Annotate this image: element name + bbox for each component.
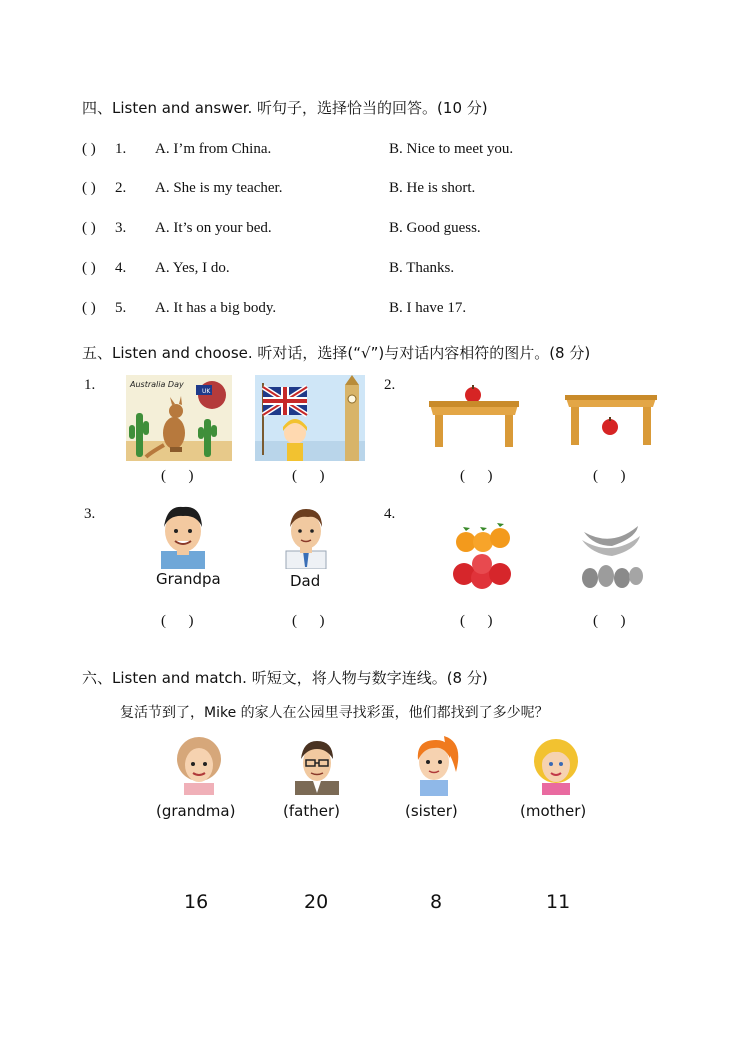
answer-blank-1a[interactable]: ( ) <box>161 468 194 484</box>
option-a: A. Yes, I do. <box>155 260 230 276</box>
answer-blank-1b[interactable]: ( ) <box>292 468 325 484</box>
answer-blank[interactable]: ( ) <box>82 300 96 316</box>
uk-text: UK <box>202 388 211 395</box>
person-label-grandma: (grandma) <box>156 802 236 820</box>
item-number-4: 4. <box>384 506 396 522</box>
answer-blank[interactable]: ( ) <box>82 141 96 157</box>
answer-blank[interactable]: ( ) <box>82 260 96 276</box>
number-11[interactable]: 11 <box>546 891 571 913</box>
question-number: 5. <box>115 300 127 316</box>
item-number-1: 1. <box>84 377 96 393</box>
bananas-and-pears-picture[interactable] <box>578 518 644 590</box>
answer-blank-4a[interactable]: ( ) <box>460 613 493 629</box>
person-label-father: (father) <box>283 802 340 820</box>
dad-picture[interactable] <box>282 503 330 569</box>
answer-blank[interactable]: ( ) <box>82 220 96 236</box>
grandma-picture[interactable] <box>172 737 226 795</box>
grandpa-label: Grandpa <box>156 570 221 588</box>
person-label-mother: (mother) <box>520 802 587 820</box>
apple-under-table-picture[interactable] <box>563 393 659 447</box>
oranges-and-apples-picture[interactable] <box>452 516 514 592</box>
sister-picture[interactable] <box>406 732 466 796</box>
answer-blank[interactable]: ( ) <box>82 180 96 196</box>
option-b: B. He is short. <box>389 180 476 196</box>
option-a: A. I’m from China. <box>155 141 272 157</box>
answer-blank-2a[interactable]: ( ) <box>460 468 493 484</box>
mother-picture[interactable] <box>532 737 580 795</box>
option-a: A. It’s on your bed. <box>155 220 272 236</box>
question-number: 2. <box>115 180 127 196</box>
option-b: B. I have 17. <box>389 300 467 316</box>
answer-blank-2b[interactable]: ( ) <box>593 468 626 484</box>
question-number: 4. <box>115 260 127 276</box>
number-20[interactable]: 20 <box>304 891 329 913</box>
option-b: B. Nice to meet you. <box>389 141 514 157</box>
answer-blank-3a[interactable]: ( ) <box>161 613 194 629</box>
item-number-3: 3. <box>84 506 96 522</box>
father-picture[interactable] <box>289 737 345 795</box>
grandpa-picture[interactable] <box>153 501 213 569</box>
section6-subtitle: 复活节到了，Mike 的家人在公园里寻找彩蛋，他们都找到了多少呢？ <box>120 705 549 721</box>
section4-heading: 四、Listen and answer. 听句子，选择恰当的回答。(10 分) <box>82 99 488 117</box>
answer-blank-3b[interactable]: ( ) <box>292 613 325 629</box>
uk-flag-girl-picture[interactable] <box>255 375 365 461</box>
question-number: 1. <box>115 141 127 157</box>
option-b: B. Good guess. <box>389 220 481 236</box>
option-b: B. Thanks. <box>389 260 455 276</box>
section5-heading: 五、Listen and choose. 听对话，选择(“√”)与对话内容相符的图片。(8 分) <box>82 344 591 362</box>
option-a: A. She is my teacher. <box>155 180 283 196</box>
dad-label: Dad <box>290 572 321 590</box>
australia-day-text: Australia Day <box>130 380 184 389</box>
number-16[interactable]: 16 <box>184 891 209 913</box>
item-number-2: 2. <box>384 377 396 393</box>
option-a: A. It has a big body. <box>155 300 277 316</box>
answer-blank-4b[interactable]: ( ) <box>593 613 626 629</box>
number-8[interactable]: 8 <box>430 891 443 913</box>
apple-on-table-picture[interactable] <box>425 385 523 449</box>
australia-day-picture[interactable] <box>126 375 232 461</box>
person-label-sister: (sister) <box>405 802 458 820</box>
question-number: 3. <box>115 220 127 236</box>
section6-heading: 六、Listen and match. 听短文，将人物与数字连线。(8 分) <box>82 669 488 687</box>
